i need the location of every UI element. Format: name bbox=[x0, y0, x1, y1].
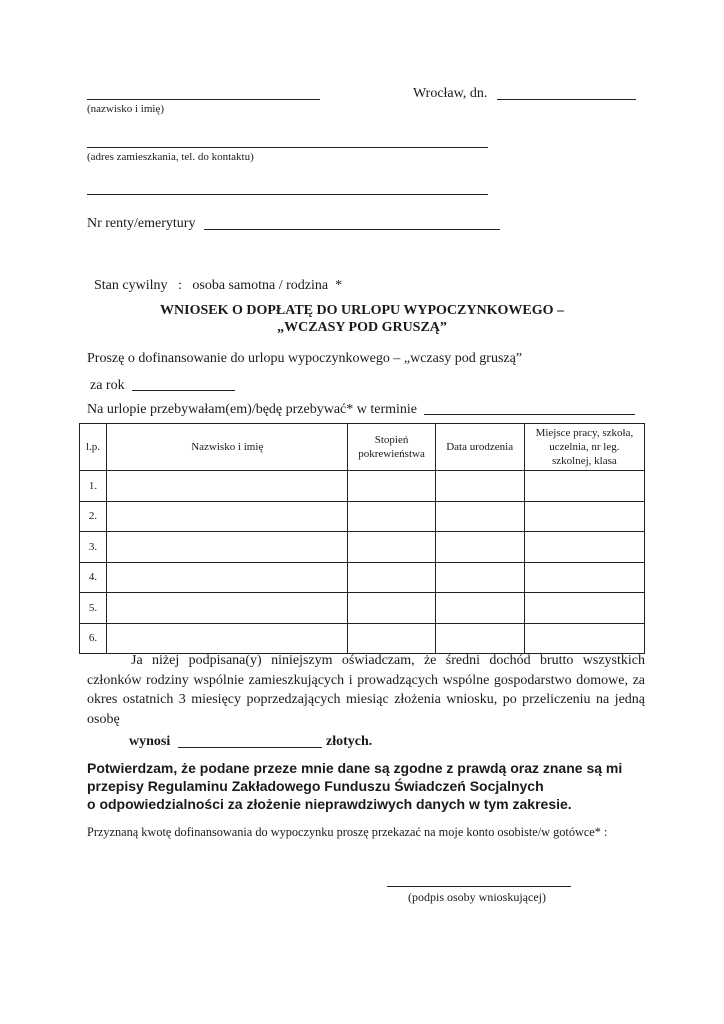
amount-line[interactable] bbox=[178, 747, 322, 748]
signature-line[interactable] bbox=[387, 886, 571, 887]
table-row bbox=[80, 593, 645, 624]
row-name-cell[interactable] bbox=[107, 501, 348, 532]
row-workplace-cell[interactable] bbox=[524, 593, 644, 624]
marital-status bbox=[87, 262, 342, 294]
row-name-cell[interactable] bbox=[107, 562, 348, 593]
row-number: 4. bbox=[80, 562, 107, 593]
year-line[interactable] bbox=[132, 390, 235, 391]
year-label: za rok bbox=[90, 378, 125, 393]
row-birth-date-cell[interactable] bbox=[435, 501, 524, 532]
header-relationship: Stopień pokrewieństwa bbox=[348, 424, 435, 471]
row-name-cell[interactable] bbox=[107, 471, 348, 502]
income-declaration bbox=[87, 651, 645, 729]
table-row bbox=[80, 471, 645, 502]
table-row bbox=[80, 562, 645, 593]
row-name-cell[interactable] bbox=[107, 623, 348, 654]
row-workplace-cell[interactable] bbox=[524, 532, 644, 563]
confirmation-line1: Potwierdzam, że podane przeze mnie dane są zgodne z prawdą oraz znane są mi bbox=[87, 760, 623, 776]
request-text: Proszę o dofinansowanie do urlopu wypoczynkowego – „wczasy pod gruszą” bbox=[87, 351, 523, 366]
table-header-row bbox=[80, 424, 645, 471]
address-line[interactable] bbox=[87, 147, 488, 148]
header-workplace: Miejsce pracy, szkoła, uczelnia, nr leg. szkolnej, klasa bbox=[524, 424, 644, 471]
row-workplace-cell[interactable] bbox=[524, 501, 644, 532]
marital-status-footnote: * bbox=[335, 278, 343, 293]
row-workplace-cell[interactable] bbox=[524, 562, 644, 593]
confirmation-line2: przepisy Regulaminu Zakładowego Funduszu Świadczeń Socjalnych bbox=[87, 778, 544, 794]
row-number: 3. bbox=[80, 532, 107, 563]
name-line[interactable] bbox=[87, 99, 320, 100]
marital-status-label: Stan cywilny bbox=[94, 278, 168, 293]
row-number: 2. bbox=[80, 501, 107, 532]
row-relationship-cell[interactable] bbox=[348, 562, 435, 593]
stay-label: Na urlopie przebywałam(em)/będę przebywać* w terminie bbox=[87, 402, 418, 417]
row-name-cell[interactable] bbox=[107, 532, 348, 563]
table-row bbox=[80, 501, 645, 532]
row-birth-date-cell[interactable] bbox=[435, 562, 524, 593]
signature-label: (podpis osoby wnioskującej) bbox=[408, 890, 546, 904]
row-birth-date-cell[interactable] bbox=[435, 471, 524, 502]
header-lp: l.p. bbox=[80, 424, 107, 471]
city-date-label: Wrocław, dn. bbox=[413, 86, 488, 101]
family-members-table bbox=[79, 423, 645, 654]
row-relationship-cell[interactable] bbox=[348, 532, 435, 563]
stay-period-line[interactable] bbox=[424, 414, 635, 415]
row-relationship-cell[interactable] bbox=[348, 623, 435, 654]
row-number: 1. bbox=[80, 471, 107, 502]
marital-status-separator: : bbox=[178, 278, 182, 293]
income-declaration-text: Ja niżej podpisana(y) niniejszym oświadczam, że średni dochód brutto wszystkich członków rodziny wspólnie zamieszkujących i prowadzących wspólne gospodarstwo domowe, za okres ostatnich 3 miesięcy poprzedzających miesiąc złożenia wniosku, po przeliczeniu na jedną osobę bbox=[87, 653, 645, 727]
marital-status-options[interactable]: osoba samotna / rodzina bbox=[192, 278, 329, 293]
amount-prefix: wynosi bbox=[129, 734, 171, 749]
table-row bbox=[80, 623, 645, 654]
address-label: (adres zamieszkania, tel. do kontaktu) bbox=[87, 151, 254, 163]
row-name-cell[interactable] bbox=[107, 593, 348, 624]
pension-label: Nr renty/emerytury bbox=[87, 216, 196, 231]
row-birth-date-cell[interactable] bbox=[435, 593, 524, 624]
confirmation-line3: o odpowiedzialności za złożenie nieprawdziwych danych w tym zakresie. bbox=[87, 796, 572, 812]
form-title-line1: WNIOSEK O DOPŁATĘ DO URLOPU WYPOCZYNKOWEGO – bbox=[160, 303, 564, 318]
form-title-line2: „WCZASY POD GRUSZĄ” bbox=[277, 320, 447, 335]
row-workplace-cell[interactable] bbox=[524, 471, 644, 502]
address-line-2[interactable] bbox=[87, 194, 488, 195]
row-relationship-cell[interactable] bbox=[348, 501, 435, 532]
row-number: 6. bbox=[80, 623, 107, 654]
row-relationship-cell[interactable] bbox=[348, 593, 435, 624]
header-birth-date: Data urodzenia bbox=[435, 424, 524, 471]
table-row bbox=[80, 532, 645, 563]
name-label: (nazwisko i imię) bbox=[87, 103, 164, 115]
row-birth-date-cell[interactable] bbox=[435, 532, 524, 563]
date-line[interactable] bbox=[497, 99, 636, 100]
row-number: 5. bbox=[80, 593, 107, 624]
transfer-text: Przyznaną kwotę dofinansowania do wypoczynku proszę przekazać na moje konto osobiste/w gotówce* : bbox=[87, 825, 608, 839]
header-name: Nazwisko i imię bbox=[107, 424, 348, 471]
row-workplace-cell[interactable] bbox=[524, 623, 644, 654]
row-birth-date-cell[interactable] bbox=[435, 623, 524, 654]
pension-line[interactable] bbox=[204, 229, 500, 230]
amount-suffix: złotych. bbox=[326, 734, 373, 749]
row-relationship-cell[interactable] bbox=[348, 471, 435, 502]
